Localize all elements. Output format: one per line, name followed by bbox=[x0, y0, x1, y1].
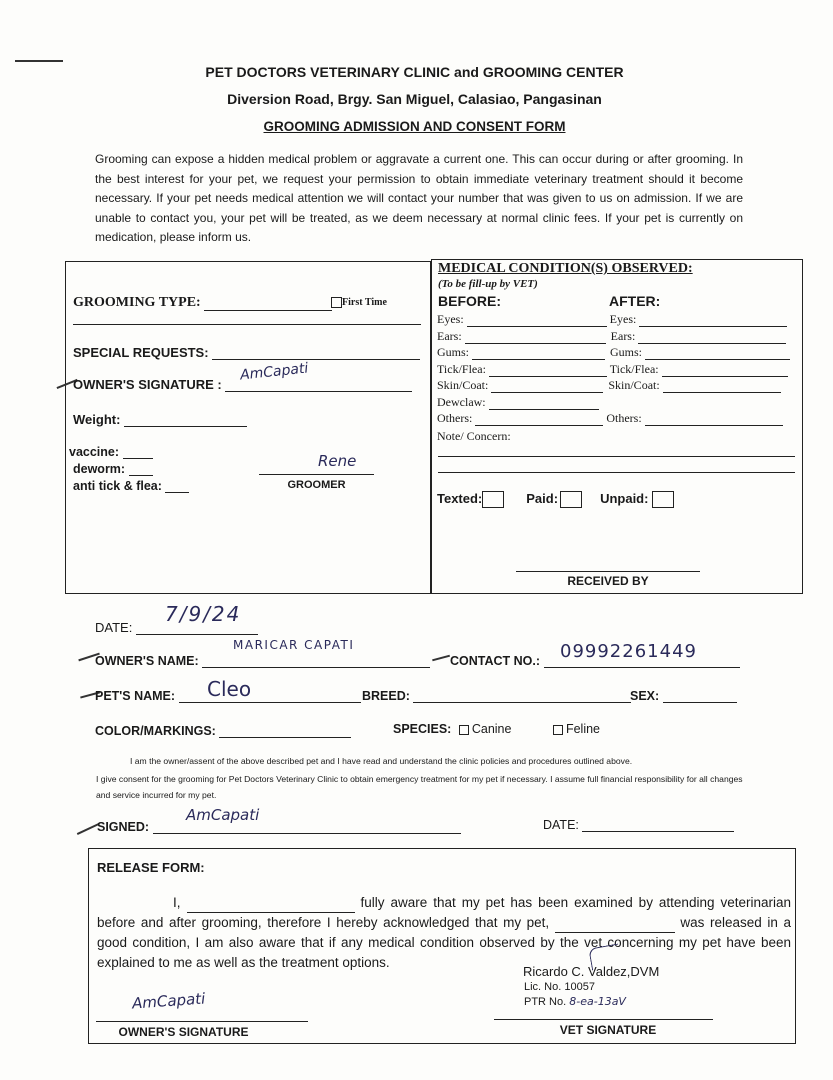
medical-row-others bbox=[437, 411, 797, 428]
before-dewclaw-field[interactable] bbox=[489, 399, 599, 410]
breed-field[interactable] bbox=[413, 691, 631, 703]
before-dewclaw-label: Dewclaw: bbox=[437, 394, 486, 409]
owner-signature-line[interactable] bbox=[96, 1021, 308, 1022]
received-by-line[interactable] bbox=[516, 571, 700, 572]
ptr-label: PTR No. bbox=[524, 996, 567, 1008]
note-line-1[interactable] bbox=[438, 456, 795, 457]
note-concern-row bbox=[437, 429, 797, 446]
groomer-label: GROOMER bbox=[287, 479, 346, 491]
texted-label: Texted: bbox=[437, 491, 483, 506]
before-others-label: Others: bbox=[437, 411, 473, 425]
owner-signature-bottom-label: OWNER'S SIGNATURE bbox=[118, 1025, 249, 1039]
consent-date-row bbox=[543, 818, 734, 832]
groomer-value: Rene bbox=[318, 452, 357, 470]
species-row bbox=[393, 722, 600, 736]
before-tick-field[interactable] bbox=[489, 366, 607, 377]
owner-signature-value: AmCapati bbox=[239, 360, 310, 384]
canine-option[interactable] bbox=[459, 722, 512, 736]
deworm-field[interactable] bbox=[129, 465, 153, 476]
before-gums-field[interactable] bbox=[472, 349, 605, 360]
release-i: I, bbox=[173, 895, 181, 910]
pet-name-field[interactable] bbox=[179, 691, 361, 703]
contact-value: 09992261449 bbox=[560, 641, 697, 662]
release-text-2: was released in a good condition, I am also aware that if any medical condition observed by the vet concerning my pet have been explained to me as well as the treatment options. bbox=[97, 915, 791, 970]
before-eyes-field[interactable] bbox=[467, 316, 607, 327]
medical-row-dewclaw bbox=[437, 395, 797, 412]
before-skin-label: Skin/Coat: bbox=[437, 378, 489, 392]
ptr-row bbox=[524, 995, 626, 1008]
after-gums-field[interactable] bbox=[645, 349, 790, 360]
paid-label: Paid: bbox=[526, 491, 559, 506]
before-tick-label: Tick/Flea: bbox=[437, 361, 486, 376]
weight-label: Weight: bbox=[73, 412, 121, 427]
unpaid-checkbox[interactable] bbox=[652, 491, 674, 508]
sex-field[interactable] bbox=[663, 691, 737, 703]
before-others-field[interactable] bbox=[475, 415, 603, 426]
after-ears-field[interactable] bbox=[638, 333, 786, 344]
consent-line-1: I am the owner/assent of the above described pet and I have read and understand the clinic policies and procedures outlined above. bbox=[130, 756, 633, 766]
anti-tick-field[interactable] bbox=[165, 482, 189, 493]
medical-row-gums bbox=[437, 345, 797, 362]
grooming-type-row bbox=[73, 295, 332, 311]
check-mark-signed bbox=[77, 823, 99, 835]
weight-row bbox=[73, 412, 247, 427]
before-eyes-label: Eyes: bbox=[437, 312, 464, 326]
consent-date-label: DATE: bbox=[543, 818, 579, 832]
color-field[interactable] bbox=[219, 726, 351, 738]
vaccine-label: vaccine: bbox=[69, 445, 120, 459]
paid-checkbox[interactable] bbox=[560, 491, 582, 508]
breed-label: BREED: bbox=[362, 689, 410, 703]
before-label: BEFORE: bbox=[438, 293, 501, 309]
owner-name-field[interactable] bbox=[202, 656, 430, 668]
medical-rows bbox=[437, 312, 797, 445]
after-gums-label: Gums: bbox=[610, 345, 643, 359]
pet-name-value: Cleo bbox=[207, 677, 252, 701]
payment-row bbox=[437, 491, 674, 508]
breed-row bbox=[362, 689, 631, 703]
vet-signature-label: VET SIGNATURE bbox=[559, 1023, 657, 1037]
owner-name-value: MARICAR CAPATI bbox=[233, 638, 355, 652]
color-label: COLOR/MARKINGS: bbox=[95, 724, 216, 738]
release-pet-field[interactable] bbox=[555, 921, 675, 933]
medical-title: MEDICAL CONDITION(S) OBSERVED: bbox=[438, 261, 693, 276]
contact-label: CONTACT NO.: bbox=[450, 654, 541, 668]
release-paragraph bbox=[97, 893, 791, 973]
canine-checkbox[interactable] bbox=[459, 725, 469, 735]
clinic-address: Diversion Road, Brgy. San Miguel, Calasiao, Pangasinan bbox=[227, 91, 602, 107]
unpaid-label: Unpaid: bbox=[600, 491, 649, 506]
date-label: DATE: bbox=[95, 620, 133, 635]
intro-paragraph: Grooming can expose a hidden medical problem or aggravate a current one. This can occur during or after grooming. In the best interest for your pet, we request your permission to obtain immediate veterinary treatment should it become necessary. If your pet needs medical attention we will contact your number that was given to us on admission. If we are unable to contact you, your pet will be treated, as we deem necessary at normal clinic fees. If your pet is currently on medication, please inform us. bbox=[95, 152, 743, 244]
clinic-name: PET DOCTORS VETERINARY CLINIC and GROOMING CENTER bbox=[205, 64, 624, 80]
signed-row bbox=[97, 820, 461, 834]
anti-tick-label: anti tick & flea: bbox=[73, 479, 162, 493]
medical-subtitle: (To be fill-up by VET) bbox=[438, 278, 538, 290]
sex-label: SEX: bbox=[630, 689, 660, 703]
deworm-label: deworm: bbox=[73, 462, 126, 476]
before-skin-field[interactable] bbox=[491, 382, 603, 393]
weight-field[interactable] bbox=[124, 415, 247, 427]
after-eyes-label: Eyes: bbox=[609, 312, 637, 326]
special-requests-label: SPECIAL REQUESTS: bbox=[73, 345, 209, 360]
after-tick-field[interactable] bbox=[662, 366, 788, 377]
feline-checkbox[interactable] bbox=[553, 725, 563, 735]
sex-row bbox=[630, 689, 737, 703]
medical-row-tick bbox=[437, 362, 797, 379]
before-ears-field[interactable] bbox=[465, 333, 606, 344]
canine-label: Canine bbox=[471, 722, 512, 736]
feline-label: Feline bbox=[565, 722, 600, 736]
check-mark-contact bbox=[432, 655, 450, 661]
grooming-type-line2[interactable] bbox=[73, 324, 421, 325]
medical-row-skin bbox=[437, 378, 797, 395]
before-gums-label: Gums: bbox=[437, 345, 470, 359]
grooming-type-field[interactable] bbox=[204, 297, 332, 311]
after-others-label: Others: bbox=[606, 411, 642, 425]
after-ears-label: Ears: bbox=[610, 328, 636, 343]
owner-signature-label: OWNER'S SIGNATURE : bbox=[73, 377, 222, 392]
owner-name-label: OWNER'S NAME: bbox=[95, 654, 199, 668]
after-others-field[interactable] bbox=[645, 415, 783, 426]
special-requests-field[interactable] bbox=[212, 348, 420, 360]
vaccine-field[interactable] bbox=[123, 448, 153, 459]
medical-row-eyes bbox=[437, 312, 797, 329]
signed-value: AmCapati bbox=[186, 806, 260, 824]
first-time-checkbox[interactable] bbox=[331, 297, 342, 308]
owner-name-row bbox=[95, 654, 430, 668]
pet-name-label: PET'S NAME: bbox=[95, 689, 176, 703]
release-owner-sig-value: AmCapati bbox=[131, 989, 206, 1013]
lic-no: Lic. No. 10057 bbox=[524, 981, 595, 993]
after-skin-label: Skin/Coat: bbox=[608, 378, 660, 392]
color-row bbox=[95, 724, 351, 738]
ptr-value: 8-ea-13aV bbox=[569, 995, 626, 1008]
vet-signature-line[interactable] bbox=[494, 1019, 713, 1020]
note-concern-label: Note/ Concern: bbox=[437, 428, 511, 443]
special-requests-row bbox=[73, 345, 420, 360]
after-eyes-field[interactable] bbox=[639, 316, 787, 327]
scan-mark bbox=[15, 60, 63, 62]
anti-tick-row bbox=[73, 479, 189, 493]
species-label: SPECIES: bbox=[393, 722, 452, 736]
after-tick-label: Tick/Flea: bbox=[609, 361, 659, 376]
after-label: AFTER: bbox=[609, 293, 661, 309]
grooming-type-label: GROOMING TYPE: bbox=[73, 295, 201, 310]
first-time-label: First Time bbox=[342, 297, 387, 308]
vaccine-row bbox=[69, 445, 153, 459]
feline-option[interactable] bbox=[553, 722, 600, 736]
signed-label: SIGNED: bbox=[97, 820, 150, 834]
release-owner-field[interactable] bbox=[187, 901, 355, 913]
received-by-label: RECEIVED BY bbox=[567, 574, 649, 588]
release-text-1: fully aware that my pet has been examined by attending veterinarian before and after grooming, therefore I hereby acknowledged that my pet, bbox=[97, 895, 791, 930]
first-time-option[interactable] bbox=[331, 297, 387, 308]
release-title: RELEASE FORM: bbox=[97, 860, 205, 875]
before-ears-label: Ears: bbox=[437, 328, 462, 343]
after-skin-field[interactable] bbox=[663, 382, 781, 393]
vet-name: Ricardo C. Valdez,DVM bbox=[523, 964, 660, 979]
texted-checkbox[interactable] bbox=[482, 491, 504, 508]
consent-line-2: I give consent for the grooming for Pet Doctors Veterinary Clinic to obtain emergency treatment for my pet if necessary. I assume full financial responsibility for all changes and service incurred for my pet. bbox=[96, 774, 743, 800]
date-value: 7/9/24 bbox=[165, 602, 242, 626]
note-line-2[interactable] bbox=[438, 472, 795, 473]
consent-date-field[interactable] bbox=[582, 820, 734, 832]
medical-row-ears bbox=[437, 329, 797, 346]
deworm-row bbox=[73, 462, 153, 476]
groomer-line[interactable] bbox=[259, 474, 374, 475]
form-title: GROOMING ADMISSION AND CONSENT FORM bbox=[263, 119, 566, 134]
